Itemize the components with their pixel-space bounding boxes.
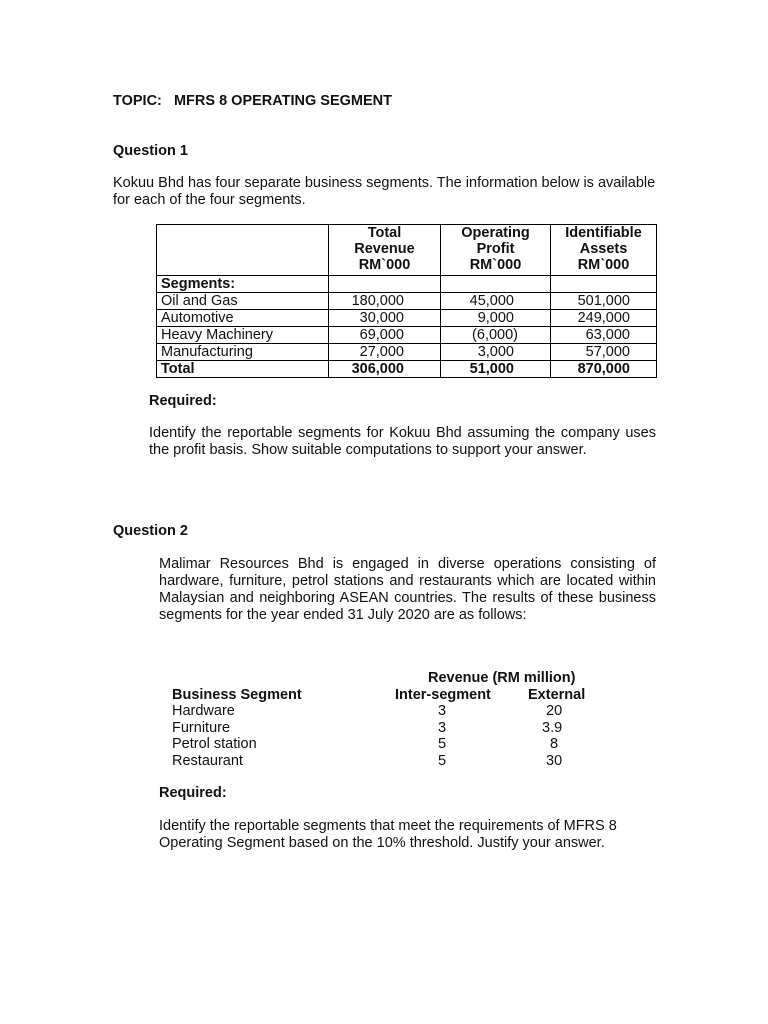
table-header-row: [157, 225, 657, 276]
page-title: TOPIC: MFRS 8 OPERATING SEGMENT: [113, 93, 393, 109]
table-row: [157, 344, 657, 361]
external-value: 8: [550, 736, 559, 752]
assets-value: 57,000: [551, 344, 657, 361]
revenue-value: 30,000: [329, 310, 441, 327]
segment-table: [156, 224, 657, 378]
segment-name: Restaurant: [172, 752, 243, 769]
total-row: [157, 361, 657, 378]
profit-value: (6,000): [441, 327, 551, 344]
col-external: External: [528, 686, 586, 703]
external-value: 20: [546, 703, 563, 719]
total-profit: 51,000: [441, 361, 551, 378]
inter-value: 3: [438, 703, 447, 719]
revenue-value: 69,000: [329, 327, 441, 344]
header-identifiable-assets: Identifiable Assets RM`000: [551, 225, 657, 276]
profit-value: 9,000: [441, 310, 551, 327]
segment-name: Heavy Machinery: [157, 327, 329, 344]
assets-value: 501,000: [551, 293, 657, 310]
revenue-group-header: Revenue (RM million): [428, 670, 576, 686]
segment-name: Petrol station: [172, 736, 257, 752]
revenue-value: 27,000: [329, 344, 441, 361]
inter-value: 3: [438, 719, 447, 736]
question-2-required-text: Identify the reportable segments that meet the requirements of MFRS 8 Operating Segment based on the 10% threshold. Justify your answer.: [159, 818, 617, 851]
segment-name: Automotive: [157, 310, 329, 327]
segment-name: Hardware: [172, 703, 235, 719]
total-assets: 870,000: [551, 361, 657, 378]
header-cell-empty: [157, 225, 329, 276]
revenue-value: 180,000: [329, 293, 441, 310]
col-business-segment: Business Segment: [172, 686, 302, 703]
question-2-required-label: Required:: [159, 785, 227, 801]
header-total-revenue: Total Revenue RM`000: [329, 225, 441, 276]
question-2-intro: Malimar Resources Bhd is engaged in diverse operations consisting of hardware, furniture, petrol stations and restaurants which are located within Malaysian and neighboring ASEAN countries. The results of these business segments for the year ended 31 July 2020 are as follows:: [159, 556, 656, 623]
col-inter-segment: Inter-segment: [395, 686, 491, 703]
question-2-heading: Question 2: [113, 523, 188, 539]
segment-name: Oil and Gas: [157, 293, 329, 310]
assets-value: 249,000: [551, 310, 657, 327]
segments-label-row: [157, 276, 657, 293]
assets-value: 63,000: [551, 327, 657, 344]
profit-value: 3,000: [441, 344, 551, 361]
segment-name: Furniture: [172, 719, 231, 736]
inter-value: 5: [438, 752, 447, 769]
table-row: [157, 310, 657, 327]
segment-name: Manufacturing: [157, 344, 329, 361]
total-revenue: 306,000: [329, 361, 441, 378]
question-1-required-label: Required:: [149, 393, 217, 409]
profit-value: 45,000: [441, 293, 551, 310]
inter-value: 5: [438, 736, 447, 752]
question-1-heading: Question 1: [113, 143, 188, 159]
header-operating-profit: Operating Profit RM`000: [441, 225, 551, 276]
external-value: 30: [546, 752, 563, 769]
question-1-required-text: Identify the reportable segments for Kokuu Bhd assuming the company uses the profit basis. Show suitable computations to support your answer.: [149, 425, 656, 458]
external-value: 3.9: [542, 719, 563, 736]
segments-label: Segments:: [157, 276, 329, 293]
question-1-intro: Kokuu Bhd has four separate business segments. The information below is available for each of the four segments.: [113, 175, 656, 208]
table-row: [157, 293, 657, 310]
total-label: Total: [157, 361, 329, 378]
table-row: [157, 327, 657, 344]
